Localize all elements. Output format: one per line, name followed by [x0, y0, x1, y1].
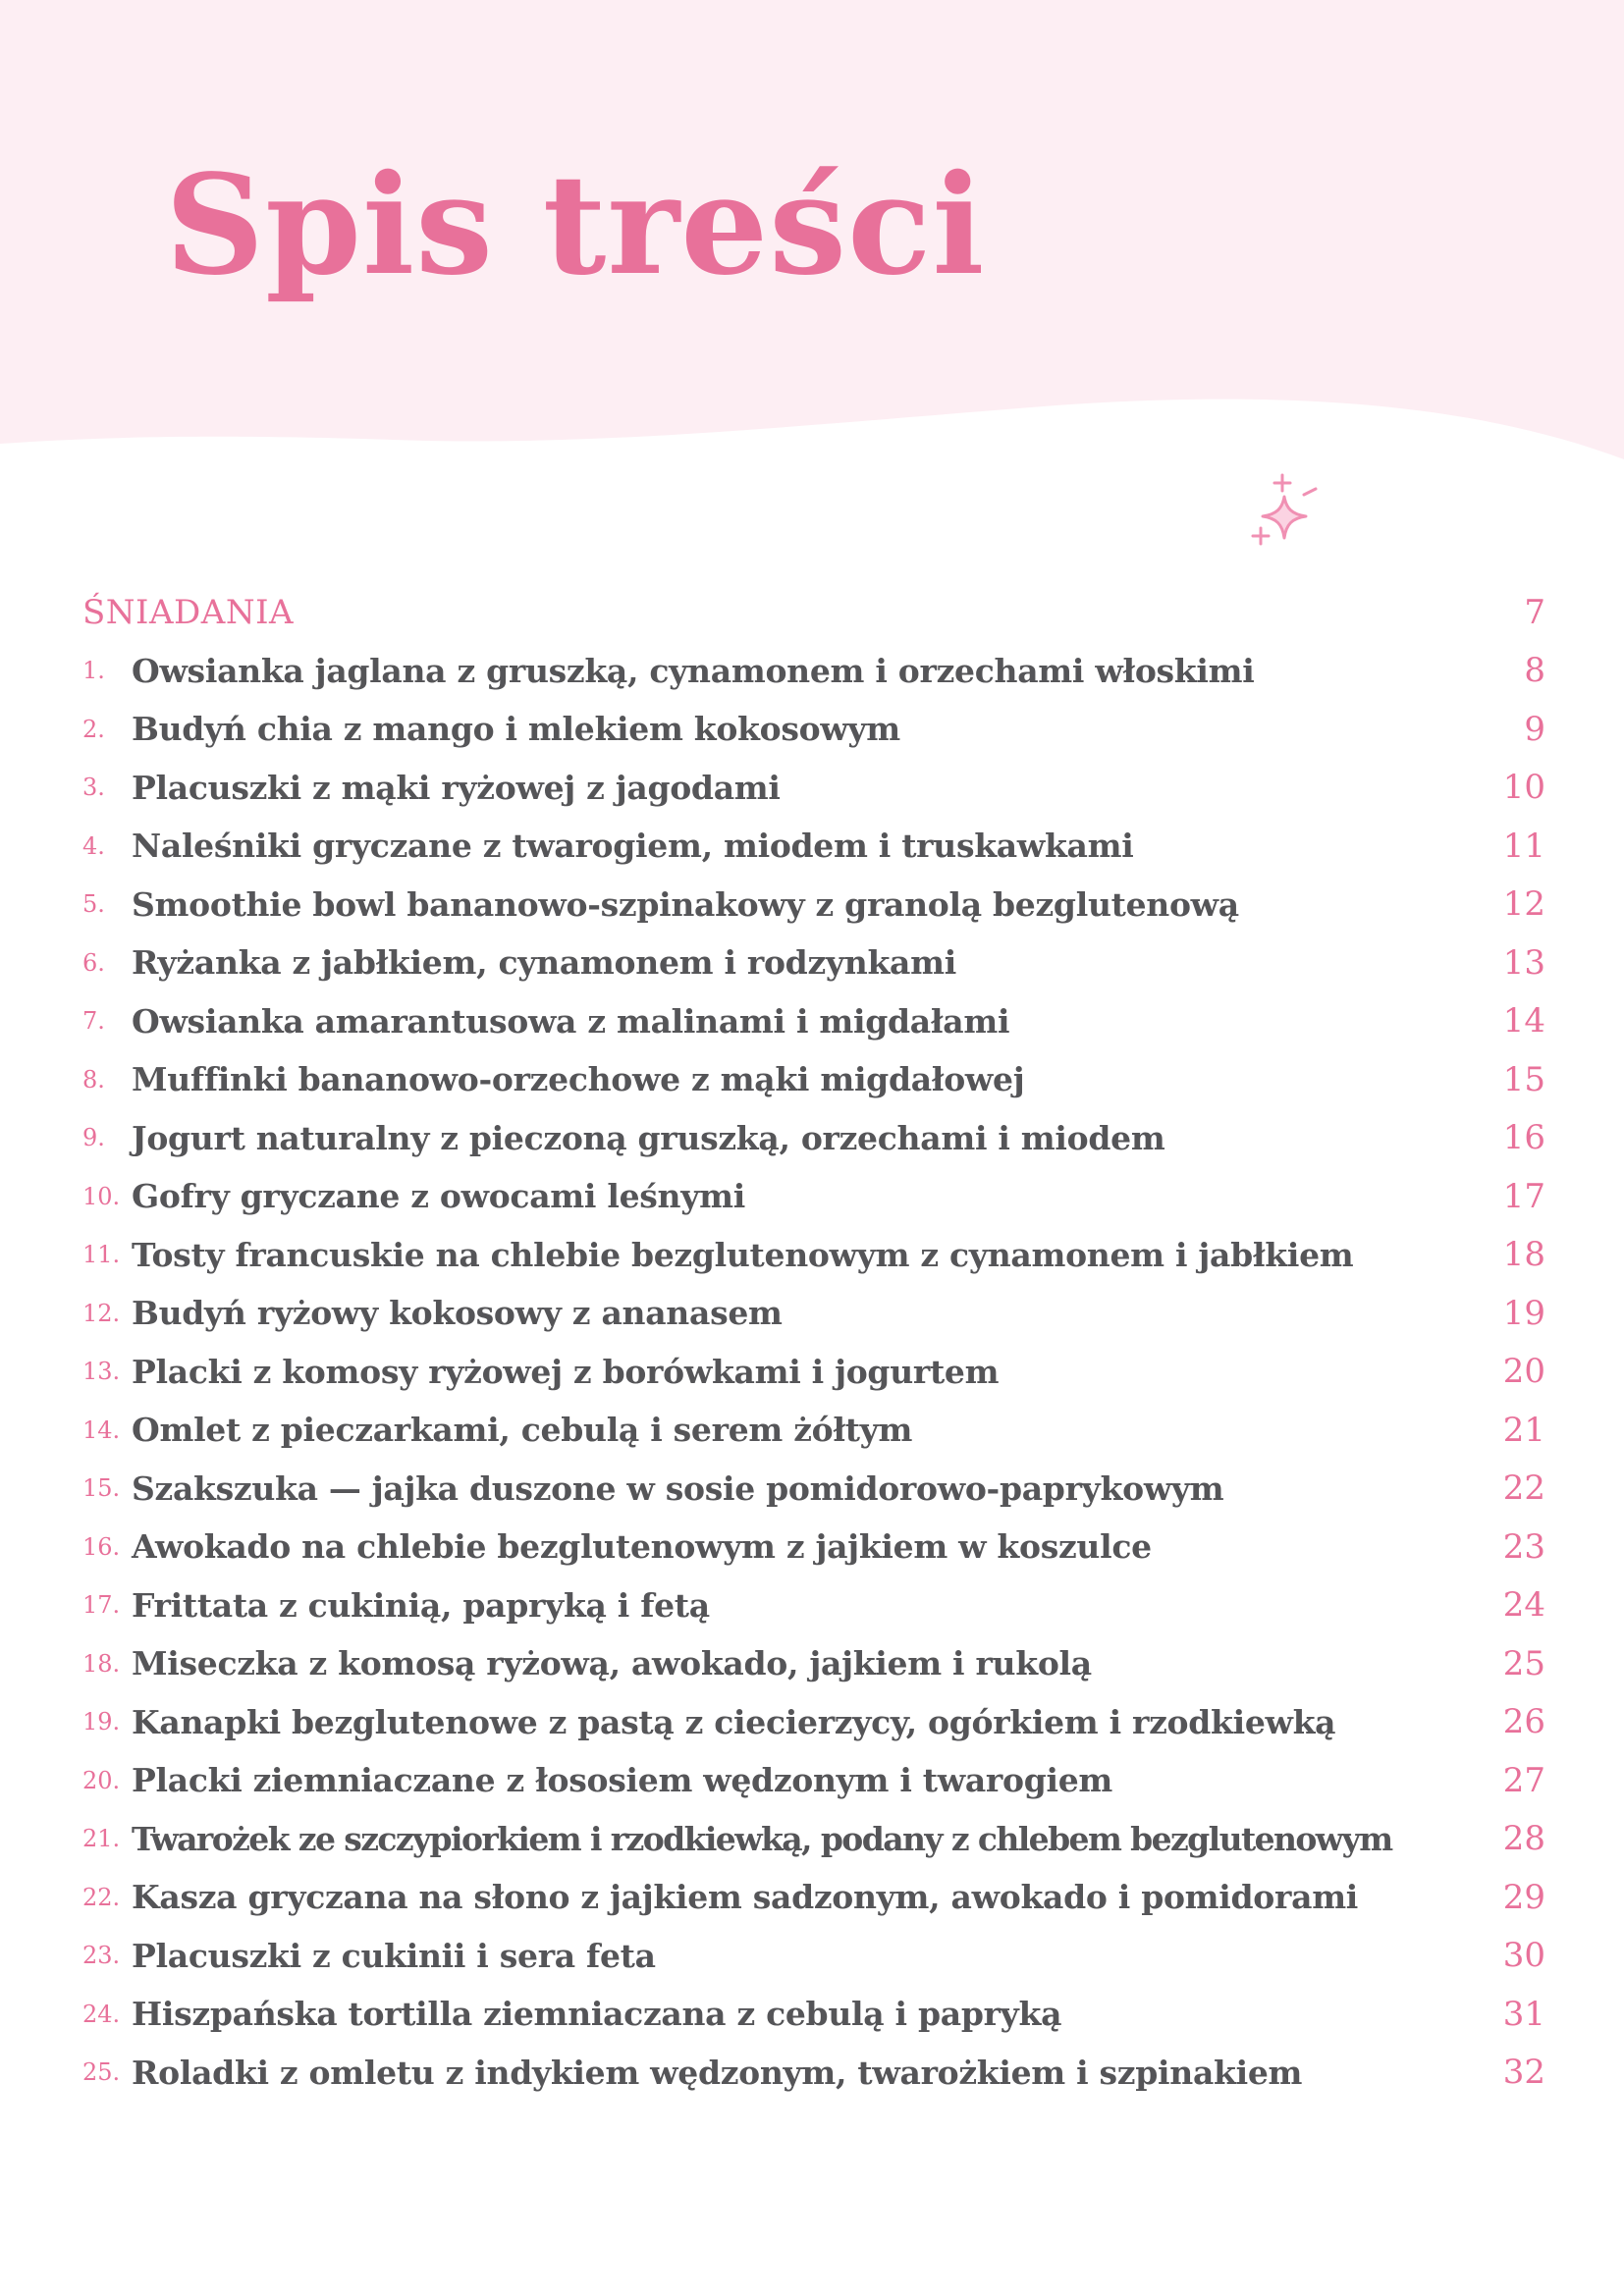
entry-page-number: 20 [1502, 1352, 1545, 1392]
entry-title: Placki z komosy ryżowej z borówkami i jogurtem [132, 1352, 1000, 1391]
toc-entry[interactable] [82, 817, 1545, 876]
entry-title: Smoothie bowl bananowo-szpinakowy z granolą bezglutenową [132, 884, 1239, 924]
entry-page-number: 15 [1502, 1059, 1545, 1099]
entry-number: 18. [82, 1649, 121, 1678]
toc-entry[interactable] [82, 1109, 1545, 1168]
toc-entry[interactable] [82, 2044, 1545, 2103]
toc-entry[interactable] [82, 700, 1545, 759]
toc-entry[interactable] [82, 1401, 1545, 1460]
entry-title: Owsianka amarantusowa z malinami i migdałami [132, 1001, 1010, 1041]
entry-title: Kanapki bezglutenowe z pastą z ciecierzycy, ogórkiem i rzodkiewką [132, 1702, 1336, 1741]
entry-number: 3. [82, 774, 105, 802]
toc-entry[interactable] [82, 1868, 1545, 1927]
entry-number: 1. [82, 657, 105, 685]
toc-entry[interactable] [82, 1284, 1545, 1343]
entry-page-number: 14 [1502, 1001, 1545, 1041]
entry-title: Budyń chia z mango i mlekiem kokosowym [132, 710, 900, 749]
entry-page-number: 9 [1524, 709, 1545, 749]
entry-number: 17. [82, 1591, 121, 1620]
toc-entry[interactable] [82, 1050, 1545, 1109]
entry-number: 12. [82, 1299, 121, 1327]
entry-page-number: 17 [1502, 1176, 1545, 1216]
toc-entry[interactable] [82, 1226, 1545, 1285]
entry-page-number: 29 [1502, 1877, 1545, 1917]
entry-page-number: 21 [1502, 1410, 1545, 1450]
entry-number: 19. [82, 1708, 121, 1736]
entry-number: 23. [82, 1942, 121, 1970]
toc-entries [82, 642, 1545, 2103]
entry-title: Placki ziemniaczane z łososiem wędzonym i twarogiem [132, 1761, 1113, 1800]
entry-title: Roladki z omletu z indykiem wędzonym, twarożkiem i szpinakiem [132, 2053, 1303, 2092]
entry-number: 6. [82, 948, 105, 977]
entry-number: 2. [82, 715, 105, 743]
entry-page-number: 8 [1524, 651, 1545, 691]
entry-title: Ryżanka z jabłkiem, cynamonem i rodzynkami [132, 943, 956, 983]
toc-entry[interactable] [82, 1518, 1545, 1576]
entry-page-number: 24 [1502, 1585, 1545, 1626]
section-title: ŚNIADANIA [82, 592, 295, 632]
section-row[interactable] [82, 583, 1545, 642]
entry-title: Frittata z cukinią, papryką i fetą [132, 1585, 710, 1625]
entry-title: Awokado na chlebie bezglutenowym z jajkiem w koszulce [132, 1527, 1152, 1567]
toc-entry[interactable] [82, 1343, 1545, 1402]
toc-entry[interactable] [82, 1693, 1545, 1752]
entry-title: Miseczka z komosą ryżową, awokado, jajkiem i rukolą [132, 1644, 1092, 1683]
entry-title: Tosty francuskie na chlebie bezglutenowym z cynamonem i jabłkiem [132, 1235, 1354, 1274]
entry-title: Omlet z pieczarkami, cebulą i serem żółtym [132, 1411, 913, 1450]
entry-title: Placuszki z cukinii i sera feta [132, 1936, 656, 1975]
sparkle-icon [1249, 471, 1320, 560]
entry-number: 25. [82, 2058, 121, 2087]
entry-title: Szakszuka — jajka duszone w sosie pomidorowo-paprykowym [132, 1468, 1224, 1508]
entry-page-number: 28 [1502, 1819, 1545, 1859]
section-page-number: 7 [1524, 592, 1545, 632]
toc-entry[interactable] [82, 1167, 1545, 1226]
entry-page-number: 27 [1502, 1760, 1545, 1800]
entry-page-number: 25 [1502, 1643, 1545, 1683]
entry-page-number: 31 [1502, 1994, 1545, 2034]
toc-entry[interactable] [82, 1751, 1545, 1810]
table-of-contents [82, 583, 1545, 2102]
entry-number: 10. [82, 1182, 121, 1210]
entry-page-number: 13 [1502, 942, 1545, 983]
toc-entry[interactable] [82, 1576, 1545, 1635]
entry-number: 16. [82, 1532, 121, 1561]
entry-page-number: 18 [1502, 1235, 1545, 1275]
entry-page-number: 19 [1502, 1293, 1545, 1333]
toc-entry[interactable] [82, 1460, 1545, 1519]
toc-entry[interactable] [82, 1927, 1545, 1986]
entry-page-number: 23 [1502, 1526, 1545, 1567]
toc-entry[interactable] [82, 1810, 1545, 1869]
entry-page-number: 11 [1502, 826, 1545, 866]
toc-entry[interactable] [82, 1985, 1545, 2044]
entry-title: Owsianka jaglana z gruszką, cynamonem i orzechami włoskimi [132, 651, 1255, 690]
toc-entry[interactable] [82, 759, 1545, 818]
entry-title: Jogurt naturalny z pieczoną gruszką, orzechami i miodem [132, 1118, 1165, 1157]
entry-number: 5. [82, 890, 105, 919]
entry-number: 8. [82, 1065, 105, 1094]
entry-page-number: 26 [1502, 1702, 1545, 1742]
entry-title: Hiszpańska tortilla ziemniaczana z cebulą i papryką [132, 1995, 1062, 2034]
entry-number: 11. [82, 1241, 121, 1269]
entry-number: 14. [82, 1415, 121, 1444]
entry-number: 22. [82, 1883, 121, 1911]
entry-title: Kasza gryczana na słono z jajkiem sadzonym, awokado i pomidorami [132, 1878, 1359, 1917]
entry-number: 4. [82, 831, 105, 860]
entry-number: 20. [82, 1766, 121, 1794]
entry-title: Placuszki z mąki ryżowej z jagodami [132, 768, 781, 807]
toc-entry[interactable] [82, 1634, 1545, 1693]
entry-number: 13. [82, 1358, 121, 1386]
entry-number: 9. [82, 1124, 105, 1152]
toc-entry[interactable] [82, 992, 1545, 1051]
entry-title: Naleśniki gryczane z twarogiem, miodem i truskawkami [132, 827, 1134, 866]
toc-entry[interactable] [82, 876, 1545, 934]
entry-number: 21. [82, 1825, 121, 1853]
entry-title: Budyń ryżowy kokosowy z ananasem [132, 1294, 783, 1333]
entry-title: Twarożek ze szczypiorkiem i rzodkiewką, podany z chlebem bezglutenowym [132, 1819, 1392, 1858]
page-title: Spis treści [165, 145, 986, 306]
entry-title: Muffinki bananowo-orzechowe z mąki migdałowej [132, 1060, 1025, 1099]
entry-number: 15. [82, 1474, 121, 1503]
entry-title: Gofry gryczane z owocami leśnymi [132, 1177, 745, 1216]
toc-entry[interactable] [82, 642, 1545, 701]
entry-page-number: 32 [1502, 2053, 1545, 2093]
entry-number: 24. [82, 2000, 121, 2028]
entry-page-number: 30 [1502, 1936, 1545, 1976]
entry-number: 7. [82, 1007, 105, 1036]
toc-entry[interactable] [82, 934, 1545, 992]
entry-page-number: 12 [1502, 884, 1545, 925]
entry-page-number: 16 [1502, 1118, 1545, 1158]
entry-page-number: 22 [1502, 1468, 1545, 1509]
entry-page-number: 10 [1502, 768, 1545, 808]
